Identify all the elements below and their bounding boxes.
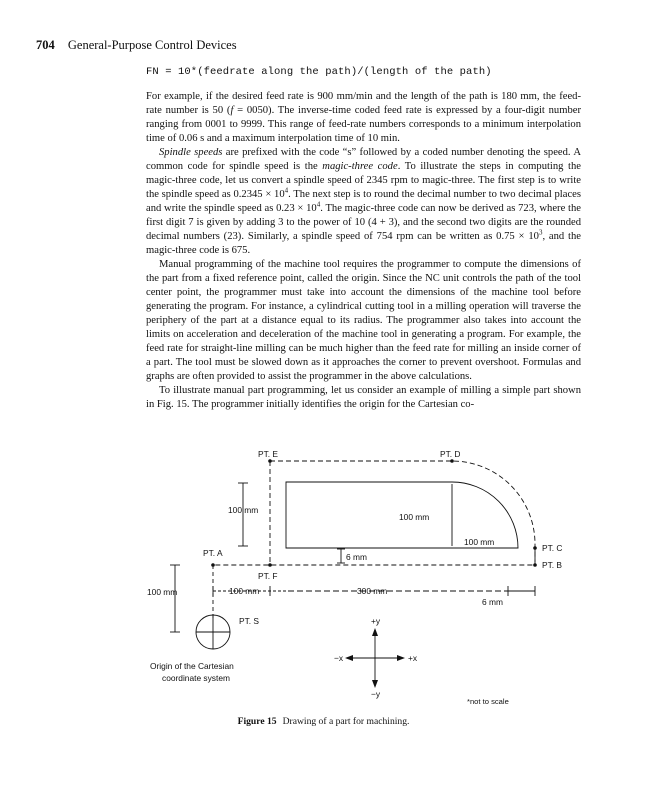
dim-label-100-right: 100 mm xyxy=(464,537,495,547)
superscript: 3 xyxy=(538,228,543,237)
text-run: Manual programming of the machine tool requires the programmer to compute the dimensions of the part from a fixed reference point, called the origin. Since the NC unit controls the path of the tool center point, the programmer must take into account the dimensions of the machine tool before generating the program. For instance, a cylindrical cutting tool in a milling operation will traverse the periphery of the part at a distance equal to its radius. The programmer also takes into account the limits on acceleration and deceleration of the machine tool in generating a program. For example, the feed rate for straight-line milling can be much higher than the feed rate for milling an inside corner of a part. The tool must be slowed down as it approaches the corner to prevent overshoot. Formulas and graphs are often provided to assist the programmer in the above calculations. xyxy=(146,259,581,383)
text-run: = 0050). The inverse-time coded feed rate is expressed by a four-digit number ranging from 0001 to 9999. This range of feed-rate numbers corresponds to a minimum interpolation time of 0.06 s and a maximum interpolation time of 10 min. xyxy=(146,105,581,145)
italic-text: Spindle speeds xyxy=(159,147,223,159)
dim-label-100-inner: 100 mm xyxy=(399,512,430,522)
label-pt-f: PT. F xyxy=(258,571,278,581)
text-run: , and the magic-three code is 675. xyxy=(146,231,581,257)
running-title: General-Purpose Control Devices xyxy=(67,38,237,52)
text-run: . The magic-three code can now be derived as 723, where the first digit 7 is given by adding 3 to the power of 10 (4 + 3), and the second two digits are the rounded decimal numbers (23). Similarly, a spindle speed of 754 rpm can be written as 0.75 × 10 xyxy=(146,203,581,243)
label-pt-a: PT. A xyxy=(203,548,223,558)
label-pt-s: PT. S xyxy=(239,616,260,626)
axis-label-minus-y: −y xyxy=(371,689,381,699)
figure-caption xyxy=(0,716,647,727)
label-pt-b: PT. B xyxy=(542,560,563,570)
text-run: . The next step is to round the decimal number to two decimal places and write the spindle speed as 0.23 × 10 xyxy=(146,189,581,215)
superscript: 4 xyxy=(316,200,321,209)
label-pt-d: PT. D xyxy=(440,449,461,459)
dim-label-300: 300 mm xyxy=(357,586,388,596)
not-to-scale-note: *not to scale xyxy=(467,697,509,706)
figure-caption-text: Drawing of a part for machining. xyxy=(282,716,410,727)
axis-label-plus-y: +y xyxy=(371,616,381,626)
dim-label-100-horizontal: 100 mm xyxy=(229,586,260,596)
formula-code-line: FN = 10*(feedrate along the path)/(length of the path) xyxy=(146,66,492,78)
text-run: are prefixed with the code “s” followed by a coded number denoting the speed. A common code for spindle speed is the xyxy=(146,147,582,173)
dim-label-6-mid: 6 mm xyxy=(346,552,367,562)
axis-label-minus-x: −x xyxy=(334,653,344,663)
page-number: 704 xyxy=(36,38,55,52)
italic-text: magic-three code xyxy=(322,161,398,173)
axis-label-plus-x: +x xyxy=(408,653,418,663)
italic-text: f xyxy=(230,105,234,117)
label-pt-c: PT. C xyxy=(542,543,563,553)
origin-label-line-2: coordinate system xyxy=(162,673,230,683)
origin-label-line-1: Origin of the Cartesian xyxy=(150,661,234,671)
dim-label-100-vertical: 100 mm xyxy=(147,587,178,597)
text-run: To illustrate manual part programming, let us consider an example of milling a simple part shown in Fig. 15. The programmer initially identifies the origin for the Cartesian co- xyxy=(146,385,581,411)
figure-caption-label: Figure 15 xyxy=(237,716,277,727)
tool-path xyxy=(213,461,535,565)
text-run: For example, if the desired feed rate is 900 mm/min and the length of the path is 180 mm, the feed-rate number is 50 ( xyxy=(146,91,581,117)
dim-label-100-left: 100 mm xyxy=(228,505,259,515)
text-run: . To illustrate the steps in computing the magic-three code, let us convert a spindle speed of 2345 rpm to magic-three. The first step is to write the spindle speed as 0.2345 × 10 xyxy=(146,161,582,201)
superscript: 4 xyxy=(284,186,289,195)
label-pt-e: PT. E xyxy=(258,449,279,459)
dim-label-6-right: 6 mm xyxy=(482,597,503,607)
